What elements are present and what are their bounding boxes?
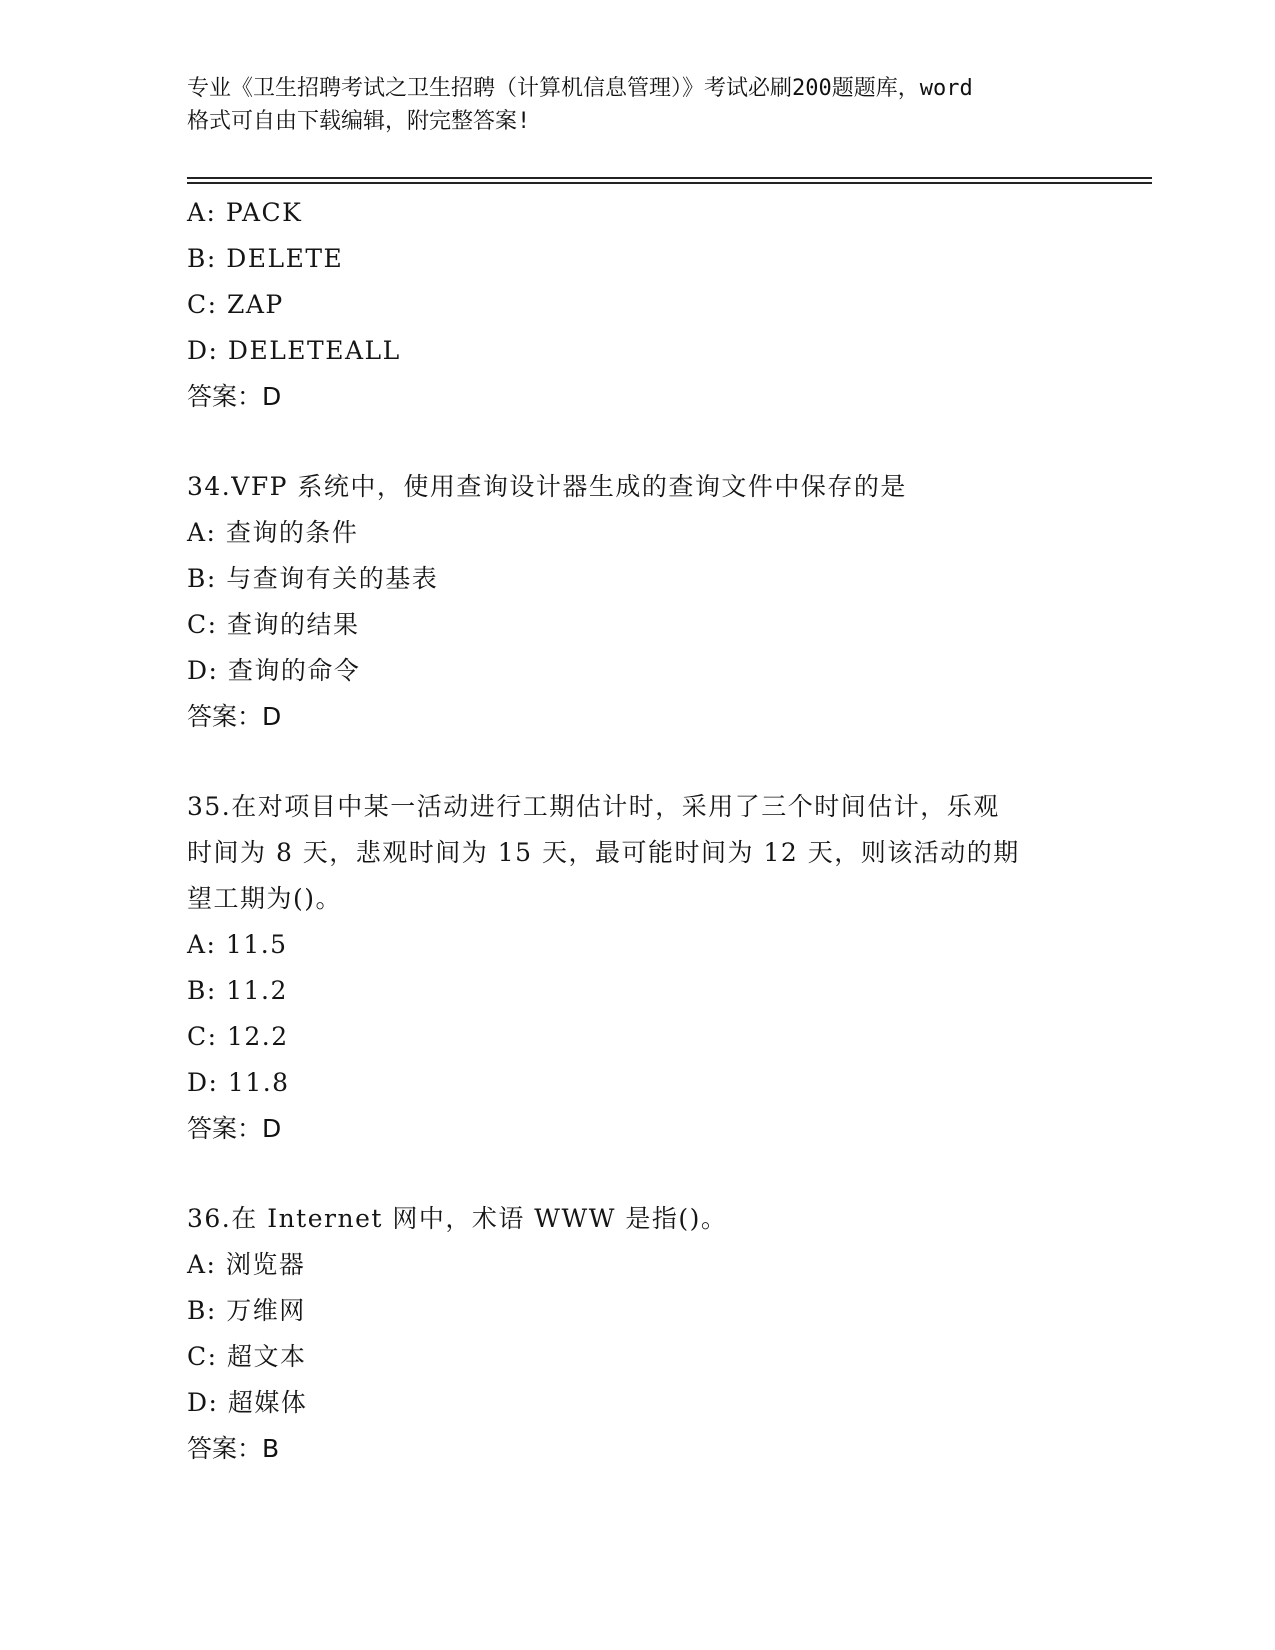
option-c: C: ZAP (187, 290, 284, 319)
question-stem (187, 784, 1067, 922)
question-stem-line: 望工期为()。 (187, 884, 343, 913)
option-b: B: 与查询有关的基表 (187, 564, 439, 593)
option-b: B: 万维网 (187, 1296, 306, 1325)
question-stem-line: 时间为 8 天，悲观时间为 15 天，最可能时间为 12 天，则该活动的期 (187, 838, 1020, 867)
option-d: D: 超媒体 (187, 1388, 308, 1417)
question-34 (187, 464, 1087, 740)
spacer (187, 1152, 1087, 1196)
option-d: D: DELETEALL (187, 336, 401, 365)
option-b: B: 11.2 (187, 976, 288, 1005)
answer-line: 答案：D (187, 702, 282, 731)
header-divider-top (187, 177, 1152, 179)
answer-line: 答案：D (187, 1114, 282, 1143)
header-divider-bottom (187, 182, 1152, 184)
option-a: A: PACK (187, 198, 303, 227)
question-list (187, 190, 1087, 1472)
question-stem-line: 35.在对项目中某一活动进行工期估计时，采用了三个时间估计，乐观 (187, 792, 1000, 821)
question-33-fragment (187, 190, 1087, 420)
option-b: B: DELETE (187, 244, 344, 273)
header-line-2: 格式可自由下载编辑，附完整答案! (187, 109, 531, 134)
option-c: C: 超文本 (187, 1342, 307, 1371)
answer-line: 答案：B (187, 1434, 280, 1463)
option-a: A: 浏览器 (187, 1250, 306, 1279)
spacer (187, 740, 1087, 784)
question-35 (187, 784, 1087, 1152)
option-a: A: 查询的条件 (187, 518, 359, 547)
option-c: C: 12.2 (187, 1022, 289, 1051)
option-c: C: 查询的结果 (187, 610, 360, 639)
answer-line: 答案：D (187, 382, 282, 411)
option-d: D: 查询的命令 (187, 656, 361, 685)
header-line-1: 专业《卫生招聘考试之卫生招聘（计算机信息管理）》考试必刷200题题库，word (187, 76, 973, 101)
question-stem-line: 36.在 Internet 网中，术语 WWW 是指()。 (187, 1204, 728, 1233)
question-stem (187, 1196, 1067, 1242)
question-stem (187, 464, 1067, 510)
document-header (187, 72, 1087, 138)
option-d: D: 11.8 (187, 1068, 290, 1097)
option-a: A: 11.5 (187, 930, 288, 959)
question-stem-line: 34.VFP 系统中，使用查询设计器生成的查询文件中保存的是 (187, 472, 907, 501)
question-36 (187, 1196, 1087, 1472)
spacer (187, 420, 1087, 464)
